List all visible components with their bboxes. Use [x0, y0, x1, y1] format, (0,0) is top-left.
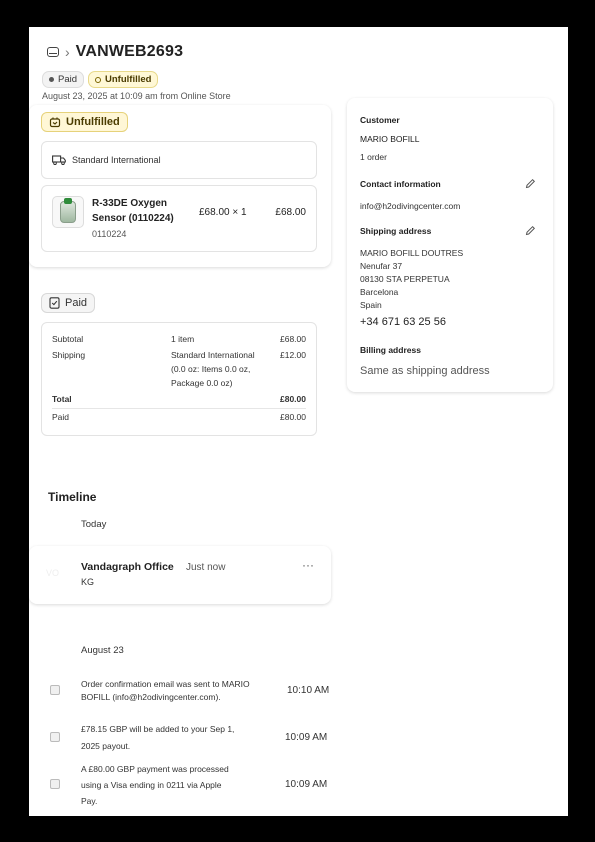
total-value: £80.00 [280, 394, 306, 404]
subtotal-label: Subtotal [52, 334, 84, 344]
product-name-line2[interactable]: Sensor (0110224) [92, 213, 174, 224]
product-price-qty: £68.00 × 1 [199, 207, 247, 218]
timeline-comment [29, 546, 331, 604]
edit-address-pencil-icon[interactable] [525, 225, 536, 236]
shipping-desc-2: (0.0 oz: Items 0.0 oz, [171, 364, 251, 374]
comment-time: Just now [186, 562, 226, 573]
orders-inbox-icon[interactable] [47, 47, 59, 57]
event-2-time: 10:09 AM [285, 732, 328, 743]
truck-icon [52, 155, 66, 165]
comment-author: Vandagraph Office [81, 561, 174, 573]
product-thumbnail[interactable] [52, 196, 84, 228]
event-3-line-1: A £80.00 GBP payment was processed [81, 764, 229, 774]
order-meta: August 23, 2025 at 10:09 am from Online Store [42, 91, 231, 101]
shipping-desc-1: Standard International [171, 350, 255, 360]
order-title: VANWEB2693 [75, 43, 184, 60]
customer-phone[interactable]: +34 671 63 25 56 [360, 316, 446, 328]
fulfillment-card [29, 105, 331, 267]
unfulfilled-pill: Unfulfilled [41, 112, 128, 132]
shipping-label: Shipping [52, 350, 86, 360]
event-3-line-3: Pay. [81, 796, 98, 806]
address-line: MARIO BOFILL DOUTRES [360, 248, 464, 258]
comment-more-icon[interactable]: ··· [302, 558, 314, 572]
edit-contact-pencil-icon[interactable] [525, 178, 536, 189]
product-total: £68.00 [275, 207, 306, 218]
fulfillment-status-badge: Unfulfilled [88, 71, 158, 88]
address-line: 08130 STA PERPETUA [360, 274, 450, 284]
customer-name[interactable]: MARIO BOFILL [360, 134, 420, 144]
payment-status-badge: Paid [42, 71, 84, 88]
timeline-event-marker [50, 732, 60, 742]
shipping-desc-3: Package 0.0 oz) [171, 378, 233, 388]
event-1-line-1: Order confirmation email was sent to MARIO [81, 679, 250, 689]
timeline-event-marker [50, 685, 60, 695]
subtotal-value: £68.00 [280, 334, 306, 344]
order-page [29, 27, 568, 816]
payment-summary [41, 322, 317, 436]
comment-avatar: VO [46, 568, 60, 578]
unfulfilled-ring-icon [95, 77, 101, 83]
address-line: Barcelona [360, 287, 399, 297]
status-badges [42, 71, 158, 88]
paid-label: Paid [52, 412, 70, 422]
event-3-time: 10:09 AM [285, 779, 328, 790]
address-line: Nenufar 37 [360, 261, 403, 271]
timeline-date-today: Today [81, 519, 107, 530]
line-item[interactable] [41, 185, 317, 252]
chevron-right-icon: › [65, 44, 70, 60]
paid-dot-icon [49, 77, 54, 82]
subtotal-desc: 1 item [171, 334, 195, 344]
event-2-line-2: 2025 payout. [81, 741, 131, 751]
timeline-title: Timeline [48, 490, 97, 504]
event-1-line-2: BOFILL (info@h2odivingcenter.com). [81, 692, 221, 702]
customer-card [347, 98, 553, 392]
billing-address-value: Same as shipping address [360, 365, 490, 377]
shipping-method-label: Standard International [72, 155, 161, 165]
customer-order-count[interactable]: 1 order [360, 152, 387, 162]
paid-pill: Paid [41, 293, 95, 313]
product-name-line1[interactable]: R-33DE Oxygen [92, 198, 168, 209]
timeline-event-marker [50, 779, 60, 789]
shipping-address-title: Shipping address [360, 226, 432, 236]
billing-address-title: Billing address [360, 345, 421, 355]
receipt-check-icon [49, 297, 60, 309]
event-1-time: 10:10 AM [287, 685, 330, 696]
customer-title: Customer [360, 115, 400, 125]
total-label: Total [52, 394, 72, 404]
page-header [47, 43, 183, 61]
event-3-line-2: using a Visa ending in 0211 via Apple [81, 780, 222, 790]
shipping-method-row [41, 141, 317, 179]
contact-info-title: Contact information [360, 179, 441, 189]
customer-email[interactable]: info@h2odivingcenter.com [360, 201, 461, 211]
shipping-address [360, 247, 463, 312]
timeline-date-aug23: August 23 [81, 645, 124, 656]
product-sku: 0110224 [92, 229, 127, 239]
comment-text: KG [81, 577, 95, 587]
divider [52, 408, 306, 409]
paid-value: £80.00 [280, 412, 306, 422]
address-line: Spain [360, 300, 382, 310]
shipping-value: £12.00 [280, 350, 306, 360]
package-icon [49, 116, 61, 128]
event-2-line-1: £78.15 GBP will be added to your Sep 1, [81, 724, 235, 734]
oxygen-sensor-image [60, 201, 76, 223]
